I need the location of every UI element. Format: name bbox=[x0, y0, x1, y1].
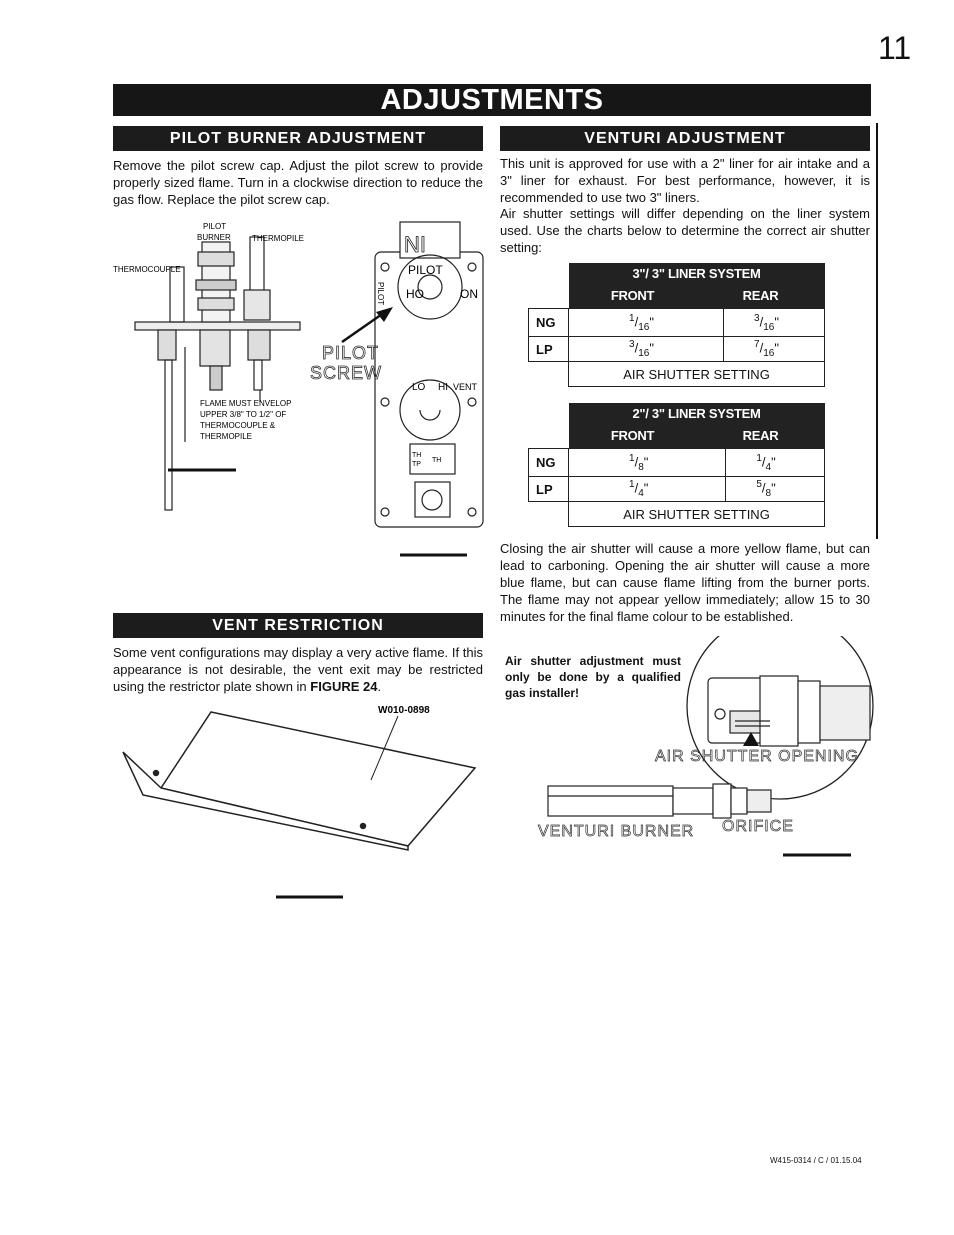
table-3x3-ng-rear: $^3/_{16}$" bbox=[724, 309, 825, 337]
valve-th-label: TH bbox=[412, 452, 422, 459]
table-2x3-title: 2"/ 3" LINER SYSTEM bbox=[632, 406, 761, 421]
valve-tp-label: TP bbox=[412, 461, 421, 468]
venturi-burner-drawing bbox=[548, 784, 771, 818]
table-2x3-rear-header: REAR bbox=[742, 428, 779, 443]
column-divider bbox=[876, 123, 878, 539]
restrictor-plate-figure bbox=[113, 700, 483, 905]
table-row bbox=[529, 309, 825, 337]
table-3x3-rear-header: REAR bbox=[742, 288, 779, 303]
figure-24-ref: FIGURE 24 bbox=[310, 679, 378, 694]
flame-note-3: THERMOCOUPLE & bbox=[200, 421, 276, 430]
pilot-burner-heading: PILOT BURNER ADJUSTMENT bbox=[113, 126, 483, 151]
table-3x3-title: 3"/ 3" LINER SYSTEM bbox=[632, 266, 761, 281]
venturi-text-2: Air shutter settings will differ depending on the liner system used. Use the charts below to determine the correct air shutter setting: bbox=[500, 206, 870, 255]
table-3x3-front-header: FRONT bbox=[610, 288, 655, 303]
restrictor-plate-drawing bbox=[123, 712, 475, 850]
thermocouple-label: THERMOCOUPLE bbox=[113, 265, 181, 274]
table-3x3-row-lp-label: LP bbox=[529, 337, 569, 362]
liner-table-2x3 bbox=[528, 403, 825, 527]
valve-pilot-dial-label: PILOT bbox=[408, 263, 443, 277]
liner-table-3x3 bbox=[528, 263, 825, 387]
vent-restriction-text: Some vent configurations may display a very active flame. If this appearance is not desirable, the vent exit may be restricted using the restrictor plate shown in FIGURE 24. bbox=[113, 645, 483, 694]
valve-vent-label: VENT bbox=[453, 382, 478, 392]
vent-restriction-heading: VENT RESTRICTION bbox=[113, 613, 483, 638]
valve-ni-label: NI bbox=[404, 232, 426, 257]
table-2x3-row-ng-label: NG bbox=[529, 449, 569, 477]
air-shutter-warning: Air shutter adjustment must only be done by a qualified gas installer! bbox=[505, 654, 681, 700]
table-2x3-lp-front: $^1/_4$" bbox=[569, 477, 726, 502]
table-row bbox=[529, 477, 825, 502]
table-3x3-ng-front: $^1/_{16}$" bbox=[569, 309, 724, 337]
venturi-burner-label: VENTURI BURNER bbox=[538, 823, 695, 840]
table-2x3-lp-rear: $^5/_8$" bbox=[726, 477, 825, 502]
valve-hi-label: HI bbox=[438, 382, 448, 393]
table-2x3-footer: AIR SHUTTER SETTING bbox=[569, 502, 825, 527]
pilot-screw-label-1: PILOT bbox=[322, 343, 380, 363]
venturi-closeup-drawing bbox=[708, 676, 870, 746]
valve-on-label: ON bbox=[460, 287, 478, 301]
orifice-label: ORIFICE bbox=[722, 818, 794, 835]
pilot-burner-text: Remove the pilot screw cap. Adjust the pilot screw to provide properly sized flame. Turn in a clockwise direction to reduce the gas flow. Replace the pilot screw cap. bbox=[113, 158, 483, 207]
table-row bbox=[529, 449, 825, 477]
flame-note-4: THERMOPILE bbox=[200, 432, 253, 441]
pilot-screw-label-2: SCREW bbox=[310, 363, 382, 383]
page-title: ADJUSTMENTS bbox=[113, 84, 871, 116]
table-2x3-front-header: FRONT bbox=[610, 428, 655, 443]
venturi-text-3: Closing the air shutter will cause a more yellow flame, but can lead to carboning. Opening the air shutter will cause a more blue flame, but can cause flame lifting from the burner ports. The flame may not appear yellow immediately; allow 15 to 30 minutes for the final flame colour to be established. bbox=[500, 541, 870, 624]
air-shutter-opening-label: AIR SHUTTER OPENING bbox=[655, 748, 859, 765]
flame-note-1: FLAME MUST ENVELOP bbox=[200, 399, 292, 408]
valve-lo-label: LO bbox=[412, 382, 426, 393]
venturi-figure bbox=[530, 636, 875, 861]
thermopile-label: THERMOPILE bbox=[252, 234, 305, 243]
table-3x3-row-ng-label: NG bbox=[529, 309, 569, 337]
flame-note-2: UPPER 3/8" TO 1/2" OF bbox=[200, 410, 287, 419]
valve-ho-label: HO bbox=[406, 287, 424, 301]
pilot-burner-label-1: PILOT bbox=[203, 222, 227, 231]
table-3x3-footer: AIR SHUTTER SETTING bbox=[569, 362, 825, 387]
restrictor-part-number: W010-0898 bbox=[378, 705, 430, 716]
valve-th2-label: TH bbox=[432, 457, 442, 464]
table-2x3-ng-rear: $^1/_4$" bbox=[726, 449, 825, 477]
pilot-screw-arrow bbox=[342, 312, 385, 342]
table-2x3-ng-front: $^1/_8$" bbox=[569, 449, 726, 477]
footer-document-code: W415-0314 / C / 01.15.04 bbox=[770, 1156, 862, 1165]
page-number: 11 bbox=[878, 30, 912, 66]
table-3x3-lp-front: $^3/_{16}$" bbox=[569, 337, 724, 362]
venturi-heading: VENTURI ADJUSTMENT bbox=[500, 126, 870, 151]
table-3x3-lp-rear: $^7/_{16}$" bbox=[724, 337, 825, 362]
table-row bbox=[529, 337, 825, 362]
pilot-burner-figure bbox=[110, 212, 490, 572]
pilot-screw-arrowhead bbox=[376, 307, 393, 322]
table-2x3-row-lp-label: LP bbox=[529, 477, 569, 502]
pilot-burner-label-2: BURNER bbox=[197, 233, 231, 242]
venturi-text-1: This unit is approved for use with a 2" liner for air intake and a 3" liner for exhaust. For best performance, however, it is recommended to use two 3" liners. bbox=[500, 156, 870, 205]
valve-pilot-vertical-label: PILOT bbox=[376, 282, 385, 306]
